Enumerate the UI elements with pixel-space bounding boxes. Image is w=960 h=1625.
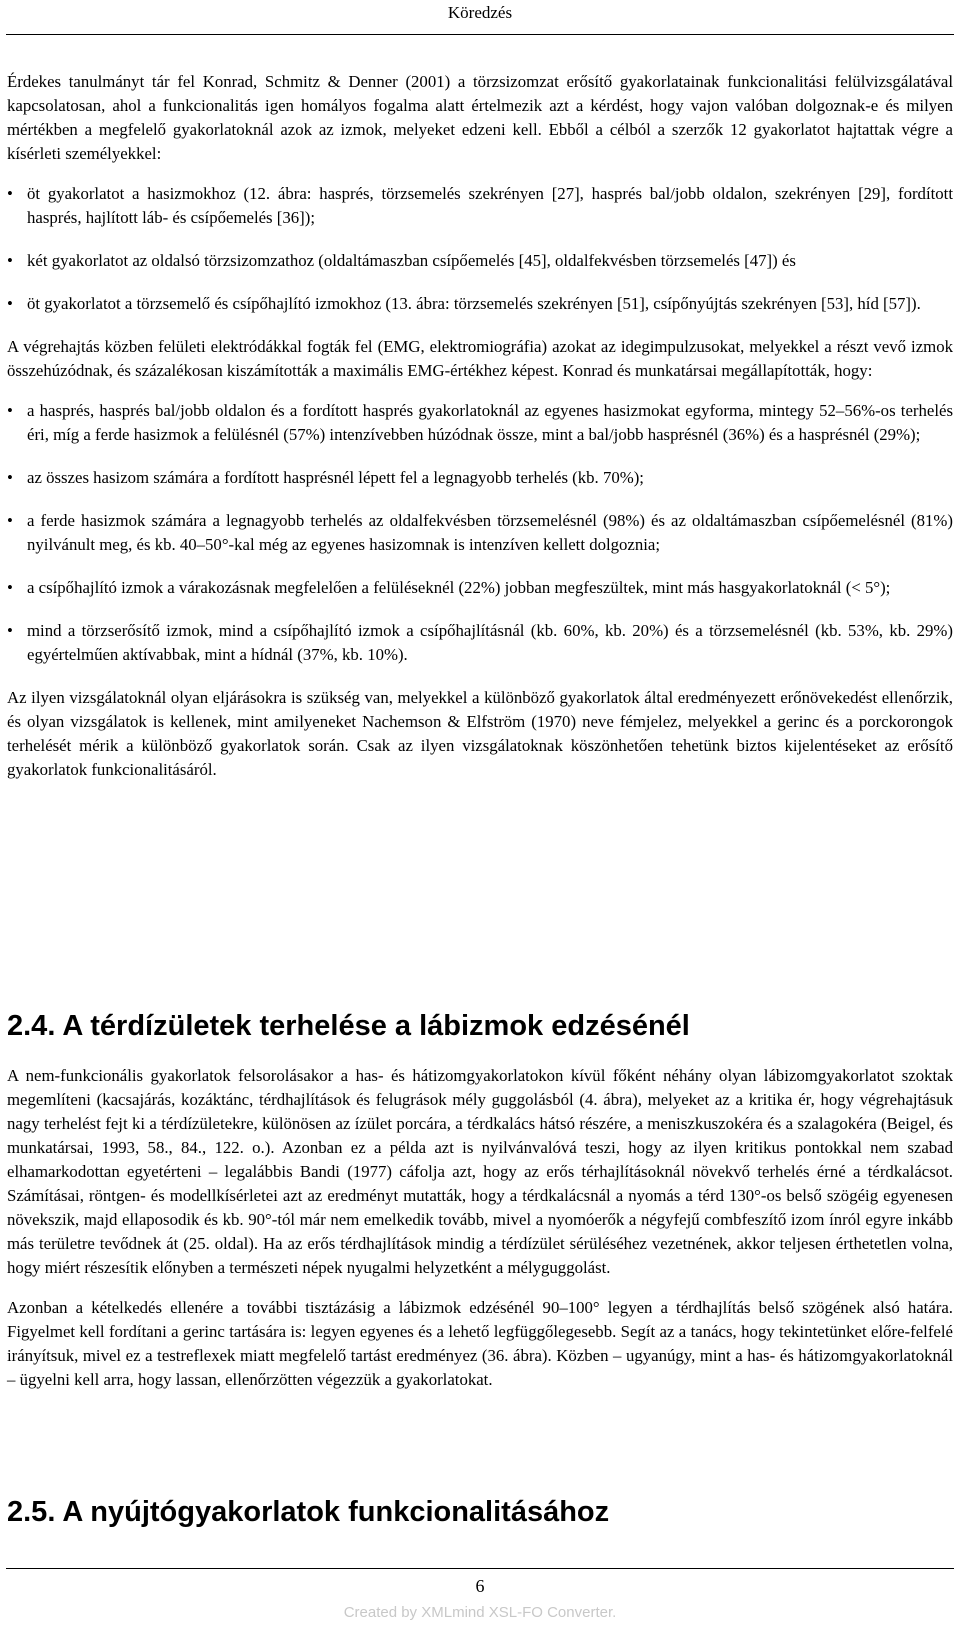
bullet-icon: • xyxy=(7,578,13,597)
list-item: • a hasprés, hasprés bal/jobb oldalon és a fordított hasprés gyakorlatoknál az egyenes hasizmokat egyforma, mintegy 52–56%-os terhelés éri, míg a ferde hasizmok a felülésnél (57%) intenzívebben húzódnak össze, mint a bal/jobb hasprésnél (36%) és a hasprésnél (29%); xyxy=(7,401,953,444)
section-1-body xyxy=(7,70,953,798)
bullet-icon: • xyxy=(7,251,13,270)
list-item: • az összes hasizom számára a fordított hasprésnél lépett fel a legnagyobb terhelés (kb. 70%); xyxy=(7,466,953,490)
footer-divider xyxy=(6,1568,954,1569)
bullet-icon: • xyxy=(7,511,13,530)
knee-paragraph-2: Azonban a kételkedés ellenére a további tisztázásig a lábizmok edzésénél 90–100° legyen a térdhajlítás belső szögének alsó határa. Figyelmet kell fordítani a gerinc tartására is: legyen egyenes és a lehető legfüggőlegesebb. Segít az a tanács, hogy tekintetünket előre-felfelé irányítsuk, mivel ez a testreflexek miatt megfelelő tartást eredményez (36. ábra). Közben – ugyanúgy, mint a has- és hátizomgyakorlatoknál – ügyelni kell arra, hogy lassan, ellenőrzötten végezzük a gyakorlatokat. xyxy=(7,1298,953,1389)
section-2-4-body xyxy=(7,1064,953,1408)
list-item: • öt gyakorlatot a hasizmokhoz (12. ábra: hasprés, törzsemelés szekrényen [27], hasprés bal/jobb oldalon, szekrényen [29], fordított hasprés, hajlított láb- és csípőemelés [36]); xyxy=(7,184,953,227)
list-item: • öt gyakorlatot a törzsemelő és csípőhajlító izmokhoz (13. ábra: törzsemelés szekrényen [51], csípőnyújtás szekrényen [53], híd [57]). xyxy=(7,292,953,316)
page-number: 6 xyxy=(475,1576,485,1596)
list-item: • a ferde hasizmok számára a legnagyobb terhelés az oldalfekvésben törzsemelésnél (98%) és az oldaltámaszban csípőemelésnél (81%) nyilvánult meg, és kb. 40–50°-kal még az egyenes hasizomnak is intenzíven kellett dolgoznia; xyxy=(7,511,953,554)
bullet-icon: • xyxy=(7,468,13,487)
emg-paragraph: A végrehajtás közben felületi elektródákkal fogták fel (EMG, elektromiográfia) azokat az idegimpulzusokat, melyekkel a részt vevő izmok összehúzódnak, és százalékosan kiszámították a maximális EMG-értékhez képest. Konrad és munkatársai megállapították, hogy: xyxy=(7,337,953,380)
section-heading-2-4: 2.4. A térdízületek terhelése a lábizmok edzésénél xyxy=(7,1010,690,1042)
knee-paragraph-1: A nem-funkcionális gyakorlatok felsorolásakor a has- és hátizomgyakorlatokon kívül főként néhány olyan lábizomgyakorlatot szoktak megemlíteni (kacsajárás, kozáktánc, térdhajlítások és felugrások mély guggolásból (4. ábra), melyeket az a kritika ér, hogy végrehajtásuk nagy terhelést fejt ki a térdízületekre, különösen az ízület porcára, a térdkalács hátsó részére, a meniszkuszokéra és a szalagokéra (Beigel, és munkatársai, 1993, 58., 84., 122. o.). Azonban ez a példa azt is nyilvánvalóvá teszi, hogy az ilyen kritikus pontokkal nem szabad elhamarkodottan egyetérteni – legalábbis Bandi (1977) cáfolja azt, hogy az erős térhajlításoknál növekvő terhelés érné a térdkalácsot. Számításai, röntgen- és modellkísérletei azt az eredményt mutatták, hogy a térdkalácsnál a nyomás a térd 130°-os belső szögéig egyenesen növekszik, majd ellaposodik és kb. 90°-tól már nem emelkedik tovább, mivel a nyomóerők a négyfejű combfeszítő izom ínról egyre inkább más területre tevődnek át (25. oldal). Ha az erős térdhajlítások mindig a térdízület sérüléséhez vezetnének, akkor teljesen érthetetlen volna, hogy miért részesítik előnyben a természeti népek nyugalmi helyzetként a mélyguggolást. xyxy=(7,1066,953,1277)
intro-paragraph: Érdekes tanulmányt tár fel Konrad, Schmitz & Denner (2001) a törzsizomzat erősítő gyakorlatainak funkcionalitási felülvizsgálatával kapcsolatosan, ahol a funkcionalitás igen homályos fogalma alatt értelmezik azt a kérdést, hogy vajon valóban dolgoznak-e és milyen mértékben a megfelelő gyakorlatoknál azok az izmok, melyeket edzeni kell. Ebből a célból a szerzők 12 gyakorlatot hajtattak végre a kísérleti személyekkel: xyxy=(7,72,953,163)
exercise-list xyxy=(7,182,953,316)
bullet-icon: • xyxy=(7,621,13,640)
bullet-icon: • xyxy=(7,294,13,313)
bullet-icon: • xyxy=(7,401,13,420)
bullet-icon: • xyxy=(7,184,13,203)
converter-credit: Created by XMLmind XSL-FO Converter. xyxy=(343,1604,617,1621)
header-divider xyxy=(6,34,954,35)
section-heading-2-5: 2.5. A nyújtógyakorlatok funkcionalitásához xyxy=(7,1496,610,1528)
findings-list xyxy=(7,399,953,667)
running-header: Köredzés xyxy=(447,3,513,22)
list-item: • mind a törzserősítő izmok, mind a csípőhajlító izmok a csípőhajlításnál (kb. 60%, kb. 20%) és a törzsemelésnél (kb. 53%, kb. 29%) egyértelműen aktívabbak, mint a hídnál (37%, kb. 10%). xyxy=(7,621,953,664)
conclusion-paragraph: Az ilyen vizsgálatoknál olyan eljárásokra is szükség van, melyekkel a különböző gyakorlatok által eredményezett erőnövekedést ellenőrzik, és olyan vizsgálatok is kellenek, mint amilyeneket Nachemson & Elfström (1970) neve fémjelez, melyekkel a gerinc és a porckorongok terhelését mérik a különböző gyakorlatok során. Csak az ilyen vizsgálatoknak köszönhetően tehetünk biztos kijelentéseket az erősítő gyakorlatok funkcionalitásáról. xyxy=(7,688,953,779)
list-item: • két gyakorlatot az oldalsó törzsizomzathoz (oldaltámaszban csípőemelés [45], oldalfekvésben törzsemelés [47]) és xyxy=(7,249,953,273)
list-item: • a csípőhajlító izmok a várakozásnak megfelelően a felüléseknél (22%) jobban megfeszültek, mint más hasgyakorlatoknál (< 5°); xyxy=(7,576,953,600)
